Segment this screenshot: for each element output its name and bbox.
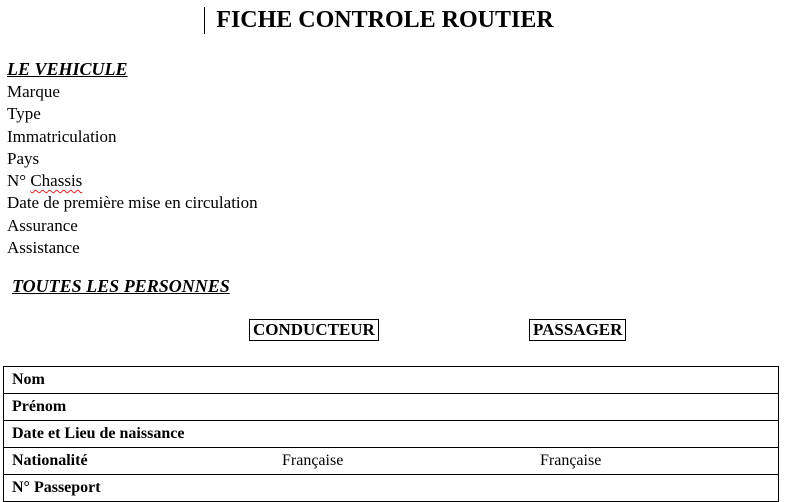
- field-marque: Marque: [7, 82, 60, 101]
- table-row: [4, 475, 779, 502]
- column-label-conducteur: CONDUCTEUR: [249, 319, 379, 341]
- field-type: Type: [7, 104, 41, 124]
- column-label-passager: PASSAGER: [529, 319, 626, 341]
- cell-conducteur[interactable]: [274, 367, 532, 394]
- cell-conducteur[interactable]: [274, 421, 532, 448]
- cell-passager[interactable]: [532, 421, 779, 448]
- cell-passager[interactable]: [532, 367, 779, 394]
- vehicle-field-list: [7, 81, 258, 259]
- field-assurance: Assurance: [7, 215, 78, 235]
- field-chassis: [7, 170, 258, 192]
- table-row: [4, 367, 779, 394]
- field-pays: Pays: [7, 148, 40, 168]
- cell-conducteur[interactable]: [274, 475, 532, 502]
- field-assistance: Assistance: [7, 238, 80, 258]
- table-row: [4, 421, 779, 448]
- cell-passager[interactable]: [532, 394, 779, 421]
- field-date-mise-circulation: Date de première mise en circulation: [7, 193, 258, 213]
- row-label: N° Passeport: [4, 475, 275, 502]
- cell-passager[interactable]: [532, 475, 779, 502]
- persons-table: [3, 366, 779, 502]
- cell-passager[interactable]: Française: [532, 448, 779, 475]
- row-label: Nom: [4, 367, 275, 394]
- document-title: FICHE CONTROLE ROUTIER: [216, 7, 554, 33]
- row-label: Prénom: [4, 394, 275, 421]
- section-heading-vehicule: LE VEHICULE: [7, 59, 128, 79]
- table-row: [4, 394, 779, 421]
- cell-conducteur[interactable]: Française: [274, 448, 532, 475]
- field-immatriculation: Immatriculation: [7, 126, 117, 146]
- field-chassis-prefix: N°: [7, 171, 31, 191]
- table-row: [4, 448, 779, 475]
- field-chassis-word: Chassis: [30, 171, 83, 191]
- section-heading-personnes: TOUTES LES PERSONNES: [12, 276, 230, 296]
- row-label: Nationalité: [4, 448, 275, 475]
- row-label: Date et Lieu de naissance: [4, 421, 275, 448]
- cell-conducteur[interactable]: [274, 394, 532, 421]
- text-cursor: [204, 7, 205, 34]
